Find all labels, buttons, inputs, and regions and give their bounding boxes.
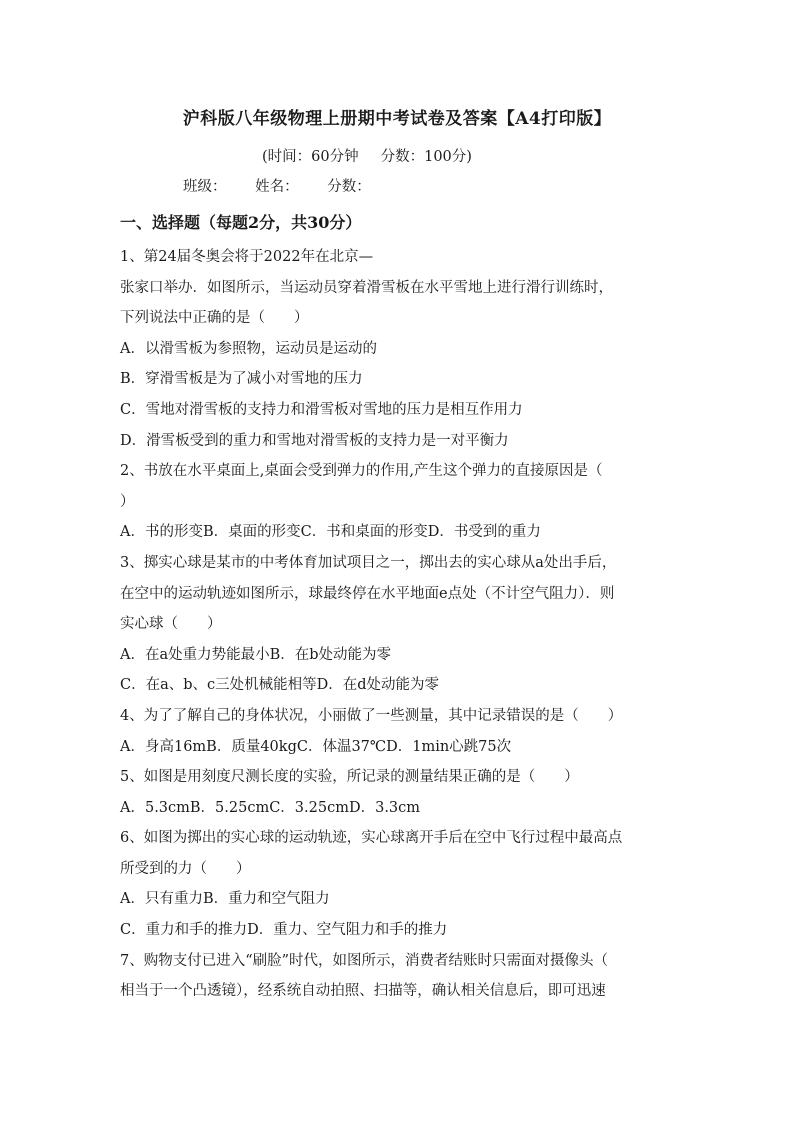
text-line: 3、掷实心球是某市的中考体育加试项目之一，掷出去的实心球从a处出手后， [120, 554, 617, 571]
text-line: 所受到的力（ ） [120, 860, 251, 877]
page-title: 沪科版八年级物理上册期中考试卷及答案【A4打印版】 [182, 109, 612, 129]
exam-meta [262, 145, 494, 166]
text-line: 5、如图是用刻度尺测长度的实验，所记录的测量结果正确的是（ ） [120, 769, 579, 786]
text-line: 实心球（ ） [120, 616, 222, 633]
text-line: 相当于一个凸透镜），经系统自动拍照、扫描等，确认相关信息后，即可迅速 [120, 983, 606, 1000]
class-label: 班级： [183, 179, 227, 195]
time-info: (时间：60分钟 [262, 149, 359, 165]
option-line: C．在a、b、c三处机械能相等D．在d处动能为零 [120, 677, 440, 694]
option-line: A．只有重力B．重力和空气阻力 [120, 891, 330, 908]
option-line: D．滑雪板受到的重力和雪地对滑雪板的支持力是一对平衡力 [120, 432, 509, 449]
points-label: 分数： [327, 179, 371, 195]
option-line: B．穿滑雪板是为了减小对雪地的压力 [120, 371, 363, 388]
question-list [120, 246, 680, 1011]
option-line: C．雪地对滑雪板的支持力和滑雪板对雪地的压力是相互作用力 [120, 401, 523, 418]
name-label: 姓名： [255, 179, 299, 195]
option-line: A．书的形变B．桌面的形变C．书和桌面的形变D．书受到的重力 [120, 524, 541, 541]
text-line: 在空中的运动轨迹如图所示，球最终停在水平地面e点处（不计空气阻力）．则 [120, 585, 615, 602]
option-line: C．重力和手的推力D．重力、空气阻力和手的推力 [120, 922, 448, 939]
option-line: A．以滑雪板为参照物，运动员是运动的 [120, 340, 377, 357]
text-line: 7、购物支付已进入“刷脸”时代，如图所示，消费者结账时只需面对摄像头（ [120, 952, 609, 969]
text-line: ） [120, 493, 135, 510]
option-line: A．5.3cmB．5.25cmC．3.25cmD．3.3cm [120, 799, 421, 816]
text-line: 张家口举办．如图所示，当运动员穿着滑雪板在水平雪地上进行滑行训练时， [120, 279, 613, 296]
student-info [183, 175, 395, 196]
section-title: 一、选择题（每题2分，共30分） [120, 213, 362, 232]
option-line: A．身高16mB．质量40kgC．体温37℃D．1min心跳75次 [120, 738, 512, 755]
score-info: 分数：100分) [380, 149, 472, 165]
text-line: 4、为了了解自己的身体状况，小丽做了一些测量，其中记录错误的是（ ） [120, 707, 623, 724]
option-line: A．在a处重力势能最小B．在b处动能为零 [120, 646, 392, 663]
text-line: 6、如图为掷出的实心球的运动轨迹，实心球离开手后在空中飞行过程中最高点 [120, 830, 623, 847]
text-line: 下列说法中正确的是（ ） [120, 310, 309, 327]
text-line: 1、第24届冬奥会将于2022年在北京— [120, 249, 374, 265]
text-line: 2、书放在水平桌面上,桌面会受到弹力的作用,产生这个弹力的直接原因是（ [120, 463, 603, 480]
